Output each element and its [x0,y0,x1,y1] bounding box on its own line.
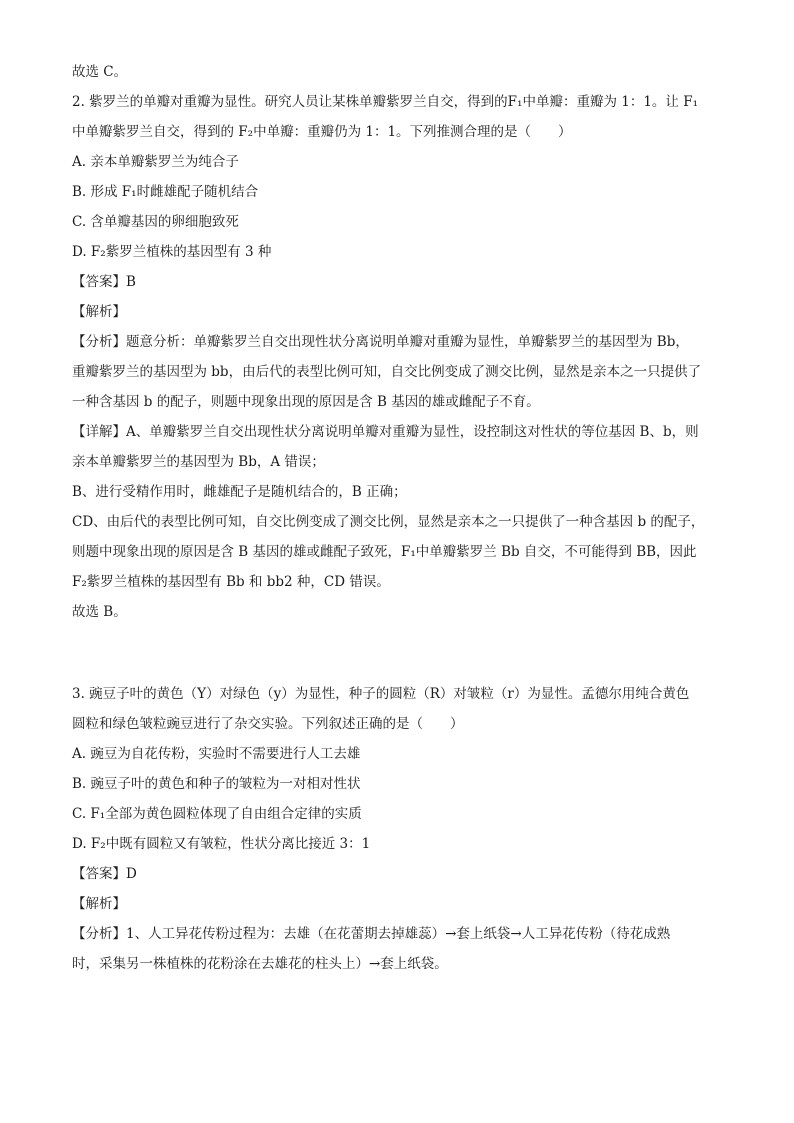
q2-detail-line-4: CD、由后代的表型比例可知，自交比例变成了测交比例，显然是亲本之一只提供了一种含基因 b 的配子， [72,514,705,530]
question-2 [72,92,722,622]
q3-option-a: A. 豌豆为自花传粉，实验时不需要进行人工去雄 [72,746,361,762]
q2-detail-line-1: 【详解】A、单瓣紫罗兰自交出现性状分离说明单瓣对重瓣为显性，设控制这对性状的等位基因 B、b，则 [72,424,699,440]
q2-analysis-line-1: 【分析】题意分析：单瓣紫罗兰自交出现性状分离说明单瓣对重瓣为显性，单瓣紫罗兰的基因型为 Bb， [72,334,689,350]
q2-answer: 【答案】B [72,274,136,290]
q2-option-b: B. 形成 F₁时雌雄配子随机结合 [72,184,259,200]
document-page [72,62,722,974]
q2-stem-line-1: 2. 紫罗兰的单瓣对重瓣为显性。研究人员让某株单瓣紫罗兰自交，得到的F₁中单瓣：重瓣为 1：1。让 F₁ [72,94,698,110]
q2-option-d: D. F₂紫罗兰植株的基因型有 3 种 [72,244,272,260]
q3-analysis-title: 【解析】 [72,896,126,912]
q3-answer: 【答案】D [72,866,137,882]
q3-stem-line-2: 圆粒和绿色皱粒豌豆进行了杂交实验。下列叙述正确的是（ ） [72,716,464,732]
q2-option-a: A. 亲本单瓣紫罗兰为纯合子 [72,154,239,170]
q2-detail-line-2: 亲本单瓣紫罗兰的基因型为 Bb，A 错误； [72,454,325,470]
q2-detail-line-6: F₂紫罗兰植株的基因型有 Bb 和 bb2 种，CD 错误。 [72,574,390,590]
q2-analysis-title: 【解析】 [72,304,126,320]
q3-analysis-line-2: 时，采集另一株植株的花粉涂在去雄花的柱头上）→套上纸袋。 [72,956,448,972]
q3-stem-line-1: 3. 豌豆子叶的黄色（Y）对绿色（y）为显性，种子的圆粒（R）对皱粒（r）为显性。孟德尔用纯合黄色 [72,686,690,702]
q2-detail-line-3: B、进行受精作用时，雌雄配子是随机结合的，B 正确； [72,484,407,500]
q2-stem-line-2: 中单瓣紫罗兰自交，得到的 F₂中单瓣：重瓣仍为 1：1。下列推测合理的是（ ） [72,124,572,140]
q2-detail-line-5: 则题中现象出现的原因是含 B 基因的雄或雌配子致死，F₁中单瓣紫罗兰 Bb 自交，不可能得到 BB，因此 [72,544,697,560]
q3-option-c: C. F₁全部为黄色圆粒体现了自由组合定律的实质 [72,806,362,822]
q1-conclusion: 故选 C。 [72,64,128,80]
q3-option-b: B. 豌豆子叶的黄色和种子的皱粒为一对相对性状 [72,776,361,792]
q2-analysis-line-3: 一种含基因 b 的配子，则题中现象出现的原因是含 B 基因的雄或雌配子不育。 [72,394,540,410]
q2-conclusion: 故选 B。 [72,604,127,620]
q2-analysis-line-2: 重瓣紫罗兰的基因型为 bb，由后代的表型比例可知，自交比例变成了测交比例，显然是亲本之一只提供了 [72,364,702,380]
q3-option-d: D. F₂中既有圆粒又有皱粒，性状分离比接近 3：1 [72,836,371,852]
question-3 [72,684,722,974]
q3-analysis-line-1: 【分析】1、人工异花传粉过程为：去雄（在花蕾期去掉雄蕊）→套上纸袋→人工异花传粉（待花成熟 [72,926,671,942]
q2-option-c: C. 含单瓣基因的卵细胞致死 [72,214,239,230]
